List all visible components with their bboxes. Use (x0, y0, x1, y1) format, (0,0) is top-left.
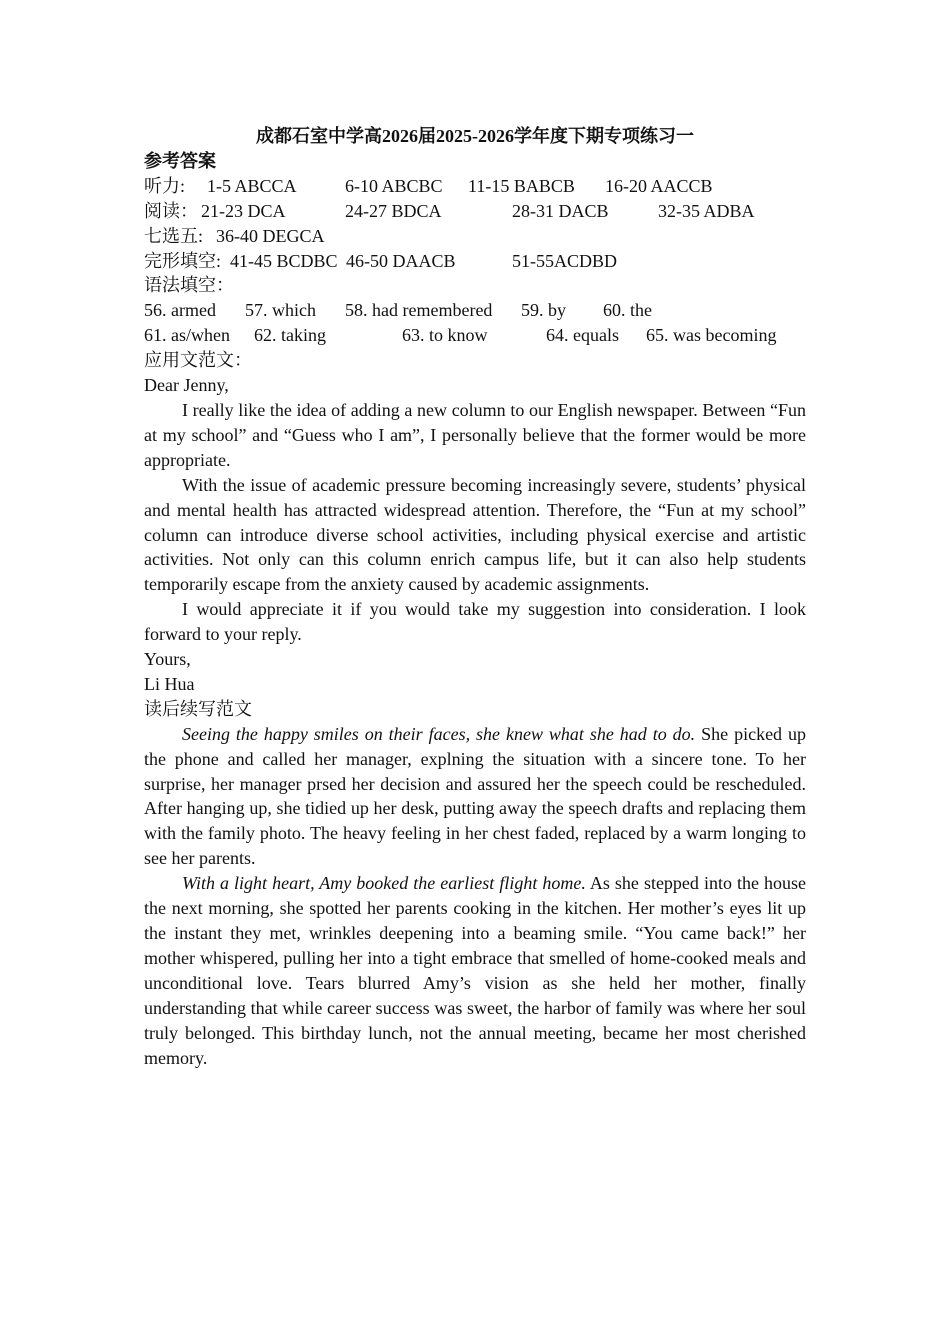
listening-label: 听力: (144, 175, 186, 196)
letter-greeting: Dear Jenny, (144, 375, 229, 396)
cloze-row (144, 249, 806, 274)
grammar-row-2 (144, 323, 806, 348)
continuation-paragraph (144, 722, 806, 871)
grammar-item: 58. had remembered (345, 300, 493, 321)
grammar-item: 59. by (521, 300, 566, 321)
grammar-item: 63. to know (402, 325, 488, 346)
grammar-item: 64. equals (546, 325, 619, 346)
seven-five-row (144, 224, 806, 249)
reading-item: 24-27 BDCA (345, 200, 442, 221)
letter-paragraph: I really like the idea of adding a new column to our English newspaper. Between “Fun at my school” and “Guess who I am”, I personally believe that the former would be more appropriate. (144, 399, 806, 470)
reading-item: 32-35 ADBA (658, 200, 755, 221)
continuation-opening-sentence: Seeing the happy smiles on their faces, she knew what she had to do. (182, 723, 696, 744)
letter-paragraph: I would appreciate it if you would take my suggestion into consideration. I look forward to your reply. (144, 599, 806, 645)
answer-document (144, 124, 806, 1070)
listening-item: 11-15 BABCB (468, 175, 575, 196)
grammar-label: 语法填空： (144, 275, 234, 296)
reading-item: 28-31 DACB (512, 200, 609, 221)
continuation-body: As she stepped into the house the next morning, she spotted her parents cooking in the kitchen. Her mother’s eyes lit up the instant they met, wrinkles deepening into a beaming smile. “You came back!” her mother whispered, pulling her into a tight embrace that smelled of home-cooked meals and unconditional love. Tears blurred Amy’s vision as she held her mother, finally understanding that while career success was sweet, the harbor of family was where her soul truly belonged. This birthday lunch, not the annual meeting, became her most cherished memory. (144, 873, 806, 1068)
grammar-item: 62. taking (254, 325, 326, 346)
listening-item: 16-20 AACCB (605, 175, 713, 196)
letter-closing: Yours, (144, 649, 191, 670)
grammar-item: 65. was becoming (646, 325, 777, 346)
seven-five-label: 七选五: (144, 225, 204, 246)
grammar-item: 57. which (245, 300, 316, 321)
continuation-paragraph (144, 871, 806, 1070)
grammar-row-1 (144, 298, 806, 323)
cloze-item: 51-55ACDBD (512, 250, 618, 271)
letter-signature: Li Hua (144, 673, 195, 694)
continuation-opening-sentence: With a light heart, Amy booked the earliest flight home. (182, 873, 586, 894)
page-title: 成都石室中学高2026届2025-2026学年度下期专项练习一 (256, 126, 694, 146)
cloze-label: 完形填空: (144, 250, 222, 271)
cloze-item: 46-50 DAACB (346, 250, 456, 271)
reading-item: 21-23 DCA (201, 200, 286, 221)
answers-heading: 参考答案 (144, 150, 216, 171)
grammar-item: 61. as/when (144, 325, 230, 346)
letter-paragraph: With the issue of academic pressure becoming increasingly severe, students’ physical and mental health has attracted widespread attention. Therefore, the “Fun at my school” column can introduce diverse school activities, including physical exercise and artistic activities. Not only can this column enrich campus life, but it can also help students temporarily escape from the anxiety caused by academic assignments. (144, 474, 806, 595)
reading-label: 阅读： (144, 200, 198, 221)
grammar-item: 60. the (603, 300, 652, 321)
listening-item: 6-10 ABCBC (345, 175, 443, 196)
letter-heading: 应用文范文： (144, 350, 252, 371)
continuation-heading: 读后续写范文 (144, 698, 252, 719)
listening-row (144, 174, 806, 199)
listening-item: 1-5 ABCCA (207, 175, 297, 196)
reading-row (144, 199, 806, 224)
cloze-item: 41-45 BCDBC (230, 250, 338, 271)
continuation-body: She picked up the phone and called her manager, explning the situation with a sincere tone. To her surprise, her manager prsed her decision and assured her the speech could be rescheduled. After hanging up, she tidied up her desk, putting away the speech drafts and replacing them with the family photo. The heavy feeling in her chest faded, replaced by a warm longing to see her parents. (144, 723, 806, 869)
seven-five-item: 36-40 DEGCA (216, 225, 325, 246)
grammar-item: 56. armed (144, 300, 216, 321)
